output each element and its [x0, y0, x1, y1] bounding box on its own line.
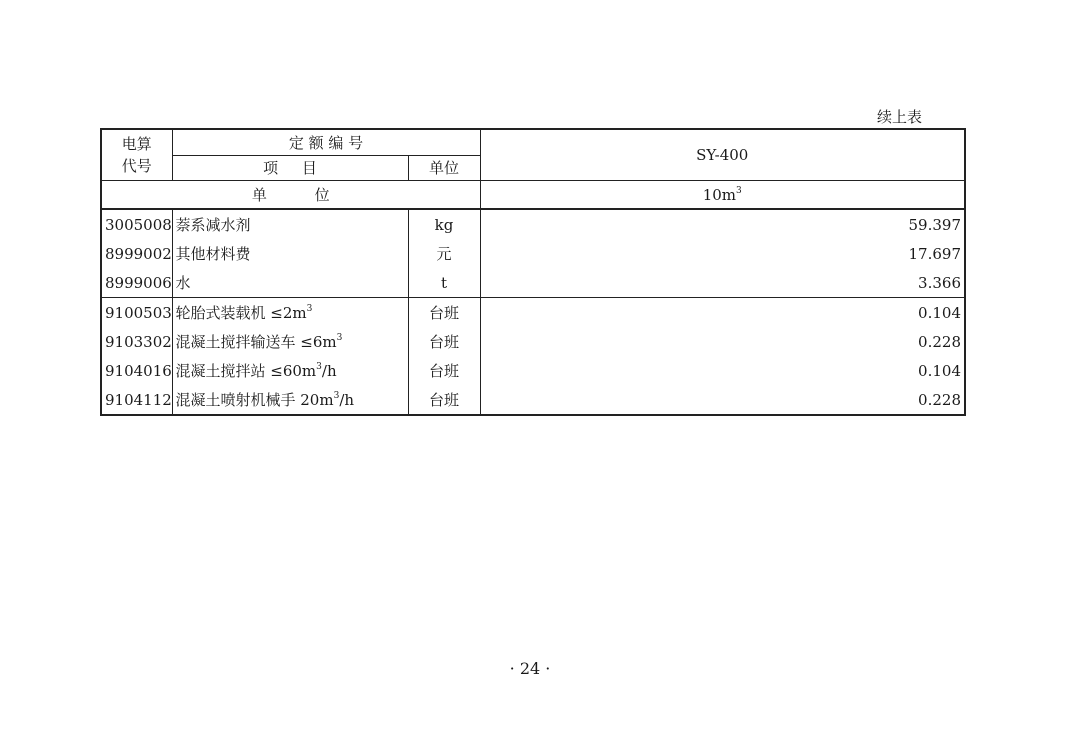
- unit-header: 单位: [408, 156, 480, 181]
- row-name-tail: /h: [339, 390, 355, 409]
- unit-row: [101, 181, 965, 210]
- row-name-sup: 3: [336, 332, 343, 343]
- table-row: [101, 268, 965, 298]
- table-row: [101, 327, 965, 356]
- item-header: 项 目: [172, 156, 408, 181]
- quota-no-value: SY-400: [480, 129, 965, 181]
- row-name-text: 混凝土搅拌输送车 ≤6m: [175, 332, 337, 351]
- header-row-1: [101, 129, 965, 156]
- row-name-sup: 3: [316, 361, 322, 372]
- unit-row-sup: 3: [736, 185, 742, 196]
- row-unit: 元: [408, 239, 480, 268]
- row-name-text: 混凝土搅拌站 ≤60m: [175, 361, 317, 380]
- row-unit: 台班: [408, 385, 480, 415]
- row-name: [172, 239, 408, 268]
- row-name: [172, 298, 408, 328]
- row-code: 9103302: [101, 327, 172, 356]
- row-name-sup: 3: [306, 303, 313, 314]
- row-name-text: 水: [175, 273, 191, 292]
- quota-no-header: 定 额 编 号: [172, 129, 480, 156]
- row-name-text: 混凝土喷射机械手 20m: [175, 390, 334, 409]
- row-name: [172, 356, 408, 385]
- row-value: 0.104: [480, 298, 965, 328]
- row-value: 59.397: [480, 209, 965, 239]
- row-name-sup: 3: [333, 390, 340, 401]
- row-value: 17.697: [480, 239, 965, 268]
- row-code: 9104016: [101, 356, 172, 385]
- row-unit: 台班: [408, 327, 480, 356]
- table-row: [101, 298, 965, 328]
- row-value: 0.104: [480, 356, 965, 385]
- code-header-line1: 电算: [121, 135, 152, 153]
- row-unit: 台班: [408, 356, 480, 385]
- row-name-text: 其他材料费: [175, 244, 251, 263]
- code-header: [101, 129, 172, 181]
- row-code: 3005008: [101, 209, 172, 239]
- row-unit: kg: [408, 209, 480, 239]
- unit-row-value: [480, 181, 965, 210]
- row-name-text: 萘系减水剂: [175, 215, 251, 234]
- table-row: [101, 239, 965, 268]
- row-code: 8999006: [101, 268, 172, 298]
- table-row: [101, 385, 965, 415]
- code-header-line2: 代号: [121, 157, 152, 175]
- row-name-tail: /h: [321, 361, 337, 380]
- row-value: 0.228: [480, 327, 965, 356]
- unit-row-value-text: 10m: [702, 185, 737, 204]
- unit-row-label: 单 位: [101, 181, 480, 210]
- continued-label: 续上表: [877, 108, 923, 126]
- row-code: 8999002: [101, 239, 172, 268]
- row-name: [172, 385, 408, 415]
- row-name: [172, 209, 408, 239]
- row-name-text: 轮胎式装载机 ≤2m: [175, 303, 307, 322]
- row-code: 9100503: [101, 298, 172, 328]
- row-code: 9104112: [101, 385, 172, 415]
- row-value: 3.366: [480, 268, 965, 298]
- page-number: · 24 ·: [509, 659, 551, 678]
- quota-table: [100, 128, 966, 416]
- row-name: [172, 268, 408, 298]
- row-value: 0.228: [480, 385, 965, 415]
- table-row: [101, 356, 965, 385]
- row-name: [172, 327, 408, 356]
- table-row: [101, 209, 965, 239]
- row-unit: t: [408, 268, 480, 298]
- row-unit: 台班: [408, 298, 480, 328]
